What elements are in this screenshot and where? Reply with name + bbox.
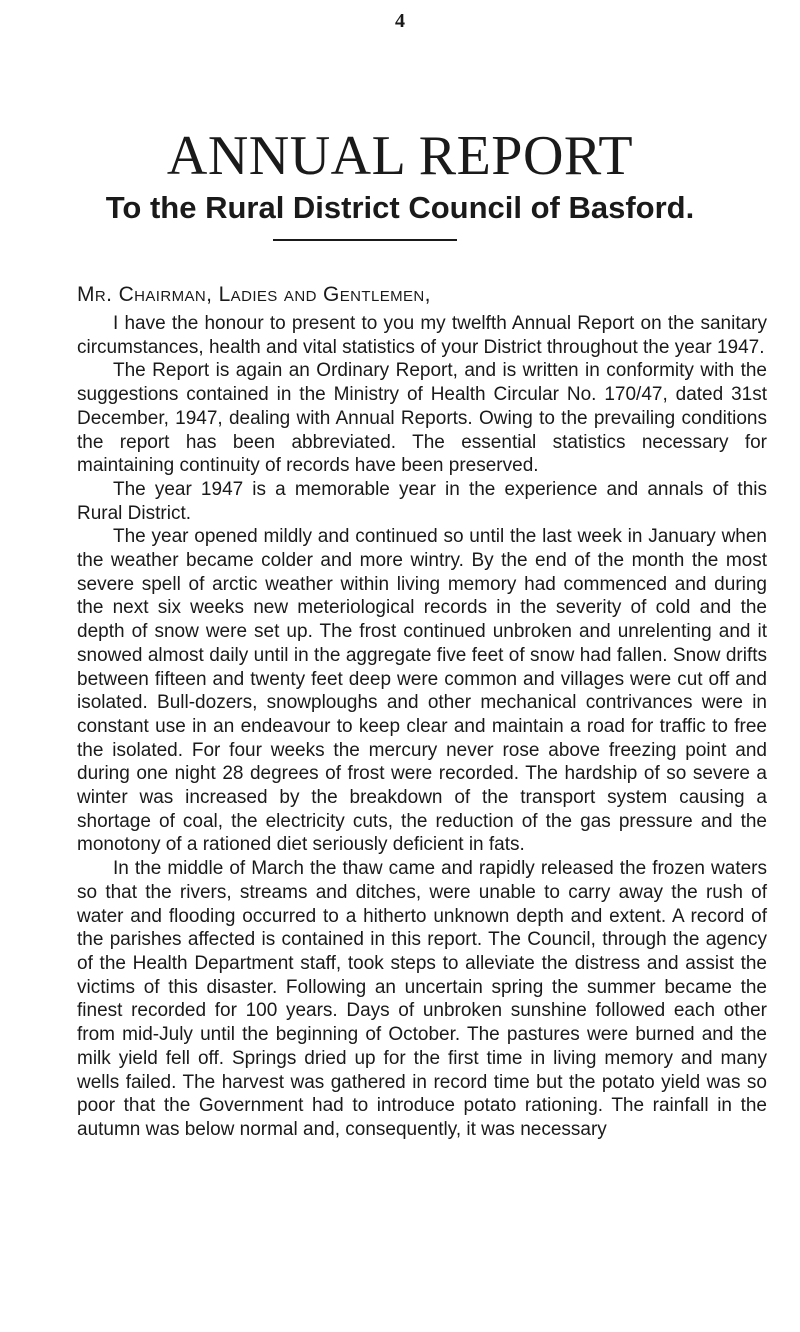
report-body <box>77 312 767 1142</box>
paragraph-4: The year opened mildly and continued so until the last week in January when the weather became colder and more wintry. By the end of the month the most severe spell of arctic weather within living memory had commenced and during the next six weeks new meteriological records in the severity of cold and the depth of snow were set up. The frost continued unbroken and unrelenting and it snowed almost daily until in the aggregate five feet of snow had fallen. Snow drifts between fifteen and twenty feet deep were common and villages were cut off and isolated. Bull-dozers, snowploughs and other mechanical contrivances were in constant use in an endeavour to keep clear and maintain a road for traffic to free the isolated. For four weeks the mercury never rose above freezing point and during one night 28 degrees of frost were recorded. The hardship of so severe a winter was increased by the breakdown of the transport system causing a shortage of coal, the electricity cuts, the reduction of the gas pressure and the monotony of a rationed diet seriously deficient in fats. <box>77 526 767 856</box>
salutation: Mr. Chairman, Ladies and Gentlemen, <box>77 283 431 306</box>
page-number: 4 <box>395 10 405 32</box>
report-subtitle: To the Rural District Council of Basford. <box>105 190 695 225</box>
paragraph-5: In the middle of March the thaw came and rapidly released the frozen waters so that the rivers, streams and ditches, were unable to carry away the rush of water and flooding occurred to a hitherto unknown depth and extent. A record of the parishes affected is contained in this report. The Council, through the agency of the Health Department staff, took steps to alleviate the distress and assist the victims of this disaster. Following an uncertain spring the summer became the finest recorded for 100 years. Days of unbroken sunshine followed each other from mid-July until the beginning of October. The pastures were burned and the milk yield fell off. Springs dried up for the first time in living memory and many wells failed. The harvest was gathered in record time but the potato yield was so poor that the Government had to introduce potato rationing. The rainfall in the autumn was below normal and, consequently, it was necessary <box>77 858 767 1140</box>
paragraph-2: The Report is again an Ordinary Report, and is written in conformity with the suggestions contained in the Ministry of Health Circular No. 170/47, dated 31st December, 1947, dealing with Annual Reports. Owing to the prevailing conditions the report has been abbreviated. The essential statistics necessary for maintaining continuity of records have been preserved. <box>77 360 767 477</box>
paragraph-3: The year 1947 is a memorable year in the experience and annals of this Rural District. <box>77 478 767 524</box>
report-title: ANNUAL REPORT <box>166 125 634 187</box>
divider-rule <box>273 239 457 241</box>
paragraph-1: I have the honour to present to you my twelfth Annual Report on the sanitary circumstances, health and vital statistics of your District throughout the year 1947. <box>77 313 767 358</box>
